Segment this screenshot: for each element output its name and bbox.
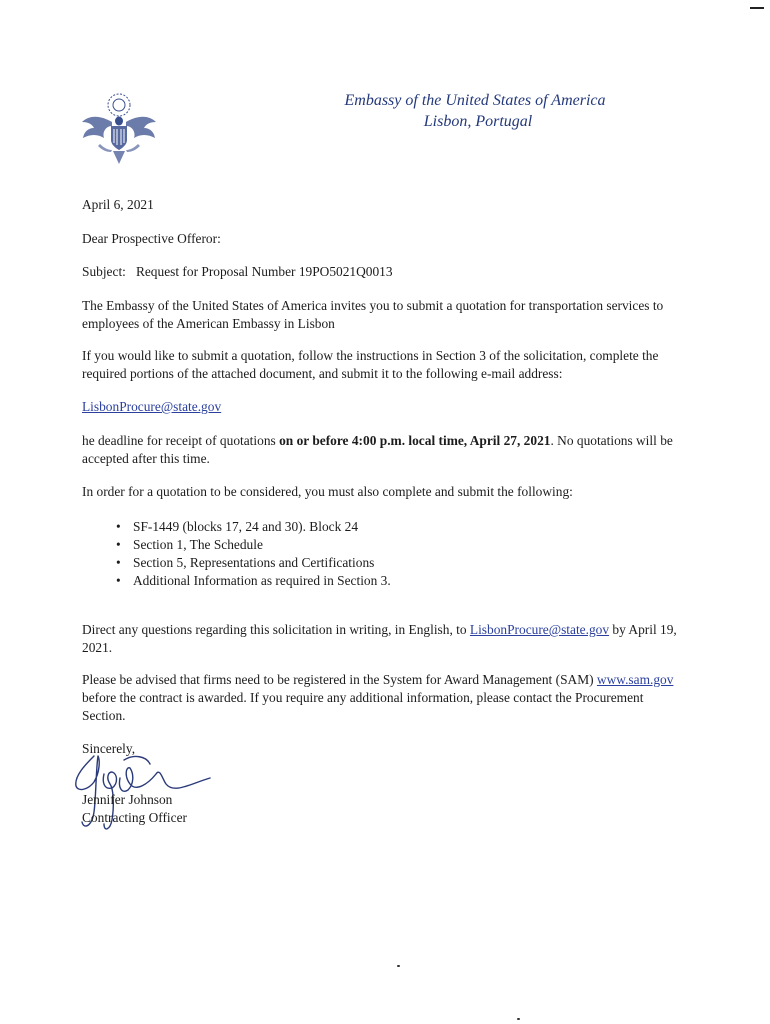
scan-edge-mark [750,7,764,9]
sam-text-before: Please be advised that firms need to be registered in the System for Award Management (SAM) [82,672,597,687]
questions-email-link[interactable]: LisbonProcure@state.gov [469,622,610,637]
scan-speck [517,1018,520,1020]
deadline-paragraph [82,432,682,468]
scan-speck [397,965,400,967]
signer-title: Contracting Officer [82,810,187,825]
salutation: Dear Prospective Offeror: [82,231,221,246]
instructions-paragraph: If you would like to submit a quotation, follow the instructions in Section 3 of the solicitation, complete the required portions of the attached document, and submit it to the following e-mail address: [82,348,659,381]
list-item: • SF-1449 (blocks 17, 24 and 30). Block 24 [110,518,391,536]
deadline-emphasis: on or before 4:00 p.m. local time, April 27, 2021 [279,433,551,448]
letter-date: April 6, 2021 [82,197,154,212]
letterhead [330,90,620,132]
letterhead-location: Lisbon, Portugal [423,113,533,130]
deadline-text-after: . No quotations will be accepted after this time. [82,433,673,466]
closing: Sincerely, [82,741,136,756]
signer-name: Jennifer Johnson [82,792,173,807]
embassy-seal-icon [78,88,160,170]
list-item: • Additional Information as required in Section 3. [110,572,391,590]
email-link-text[interactable]: LisbonProcure@state.gov [82,399,222,414]
deadline-text-before: he deadline for receipt of quotations [82,433,280,448]
signature-block [82,791,187,827]
email-link[interactable] [82,398,221,416]
sam-text-after: before the contract is awarded. If you require any additional information, please contact the Procurement Section. [82,690,644,723]
subject-line [82,263,393,281]
intro-paragraph: The Embassy of the United States of America invites you to submit a quotation for transportation services to employees of the American Embassy in Lisbon [82,298,664,331]
requirements-intro: In order for a quotation to be considered, you must also complete and submit the following: [82,484,573,499]
requirements-list [110,518,391,590]
subject-text: Request for Proposal Number 19PO5021Q0013 [135,264,393,279]
questions-text-before: Direct any questions regarding this solicitation in writing, in English, to [82,622,470,637]
sam-link[interactable]: www.sam.gov [596,672,674,687]
letterhead-embassy-name: Embassy of the United States of America [344,92,606,109]
list-item: • Section 1, The Schedule [110,536,391,554]
subject-label: Subject: [82,264,126,279]
questions-paragraph [82,621,682,657]
sam-paragraph [82,671,682,725]
list-item: • Section 5, Representations and Certifications [110,554,391,572]
questions-text-after: by April 19, 2021. [82,622,677,655]
